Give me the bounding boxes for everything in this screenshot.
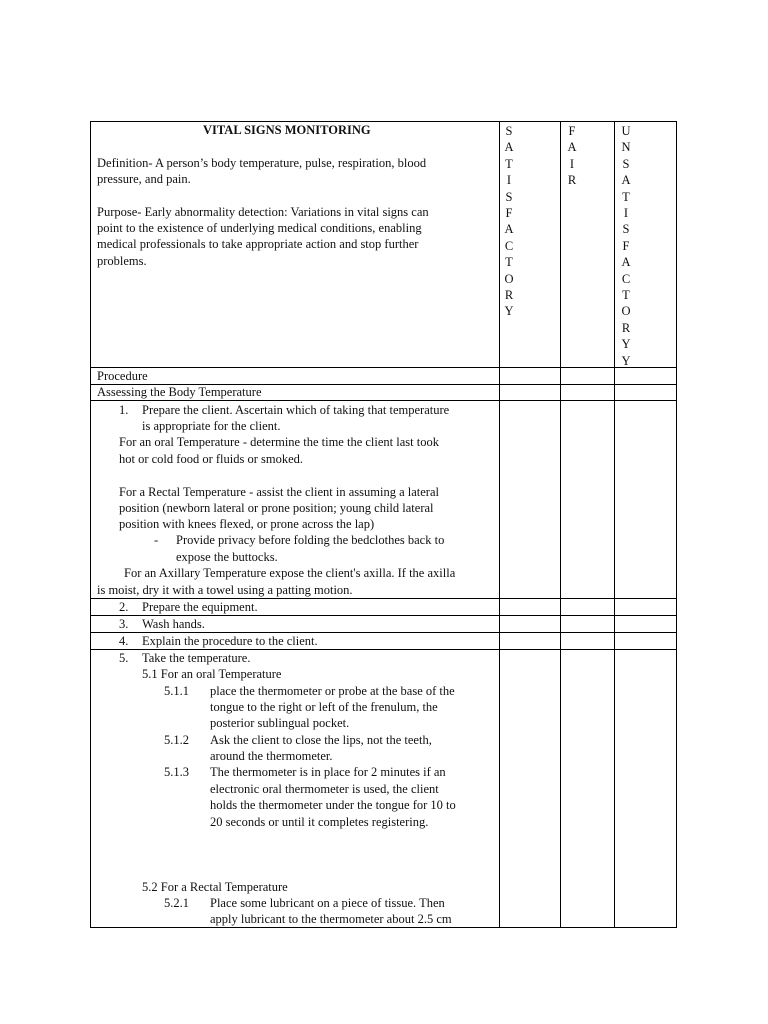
substep-text: place the thermometer or probe at the base of the — [210, 684, 455, 698]
step-text: is moist, dry it with a towel using a patting motion. — [97, 583, 353, 597]
step-text: Explain the procedure to the client. — [142, 634, 318, 648]
step-text: For a Rectal Temperature - assist the client in assuming a lateral — [119, 485, 439, 499]
purpose-line: medical professionals to take appropriate action and stop further — [97, 237, 419, 251]
column-header-fair: F A I R — [567, 124, 577, 188]
definition-line: pressure, and pain. — [97, 172, 191, 186]
checklist-table — [90, 121, 677, 928]
substep-number: 5.1.3 — [164, 765, 189, 779]
substep-number: 5.1.1 — [164, 684, 189, 698]
step-text: position (newborn lateral or prone position; young child lateral — [119, 501, 434, 515]
substep-text: Place some lubricant on a piece of tissue. Then — [210, 896, 445, 910]
substep-heading: 5.2 For a Rectal Temperature — [142, 880, 288, 894]
substep-text: holds the thermometer under the tongue for 10 to — [210, 798, 456, 812]
substep-number: 5.2.1 — [164, 896, 189, 910]
step-number: 2. — [119, 600, 129, 614]
substep-text: The thermometer is in place for 2 minutes if an — [210, 765, 446, 779]
purpose-line: Purpose- Early abnormality detection: Variations in vital signs can — [97, 205, 429, 219]
bullet-dash: - — [154, 533, 159, 547]
table-border-right — [676, 121, 677, 928]
step-number: 1. — [119, 403, 129, 417]
procedure-heading: Procedure — [97, 369, 148, 383]
definition-line: Definition- A person’s body temperature, pulse, respiration, blood — [97, 156, 427, 170]
step-number: 3. — [119, 617, 129, 631]
step-text: Wash hands. — [142, 617, 205, 631]
substep-text: posterior sublingual pocket. — [210, 716, 350, 730]
table-border-top — [90, 121, 677, 122]
step-text: For an Axillary Temperature expose the client's axilla. If the axilla — [124, 566, 456, 580]
page-title: VITAL SIGNS MONITORING — [203, 123, 371, 137]
substep-heading: 5.1 For an oral Temperature — [142, 667, 282, 681]
step-text: Provide privacy before folding the bedclothes back to — [176, 533, 445, 547]
checklist-document — [90, 121, 677, 928]
step-number: 5. — [119, 651, 129, 665]
table-border-left — [90, 121, 91, 928]
column-divider — [560, 121, 561, 928]
substep-number: 5.1.2 — [164, 733, 189, 747]
purpose-line: problems. — [97, 254, 147, 268]
section-heading: Assessing the Body Temperature — [97, 385, 262, 399]
purpose-line: point to the existence of underlying medical conditions, enabling — [97, 221, 422, 235]
step-text: Prepare the client. Ascertain which of taking that temperature — [142, 403, 450, 417]
column-header-unsatisfactory: U N S A T I S F A C T O R Y Y — [621, 124, 631, 368]
step-text: For an oral Temperature - determine the time the client last took — [119, 435, 439, 449]
column-divider — [499, 121, 500, 928]
substep-text: Ask the client to close the lips, not the teeth, — [210, 733, 432, 747]
step-text: hot or cold food or fluids or smoked. — [119, 452, 304, 466]
column-divider — [614, 121, 615, 928]
substep-text: around the thermometer. — [210, 749, 333, 763]
step-text: expose the buttocks. — [176, 550, 278, 564]
substep-text: 20 seconds or until it completes registering. — [210, 815, 429, 829]
step-text: position with knees flexed, or prone across the lap) — [119, 517, 375, 531]
step-text: is appropriate for the client. — [142, 419, 281, 433]
substep-text: apply lubricant to the thermometer about 2.5 cm — [210, 912, 452, 926]
column-header-satisfactory: S A T I S F A C T O R Y — [504, 124, 514, 319]
step-text: Prepare the equipment. — [142, 600, 258, 614]
row-divider — [90, 367, 677, 368]
substep-text: tongue to the right or left of the frenulum, the — [210, 700, 438, 714]
substep-text: electronic oral thermometer is used, the client — [210, 782, 439, 796]
step-number: 4. — [119, 634, 129, 648]
step-text: Take the temperature. — [142, 651, 251, 665]
